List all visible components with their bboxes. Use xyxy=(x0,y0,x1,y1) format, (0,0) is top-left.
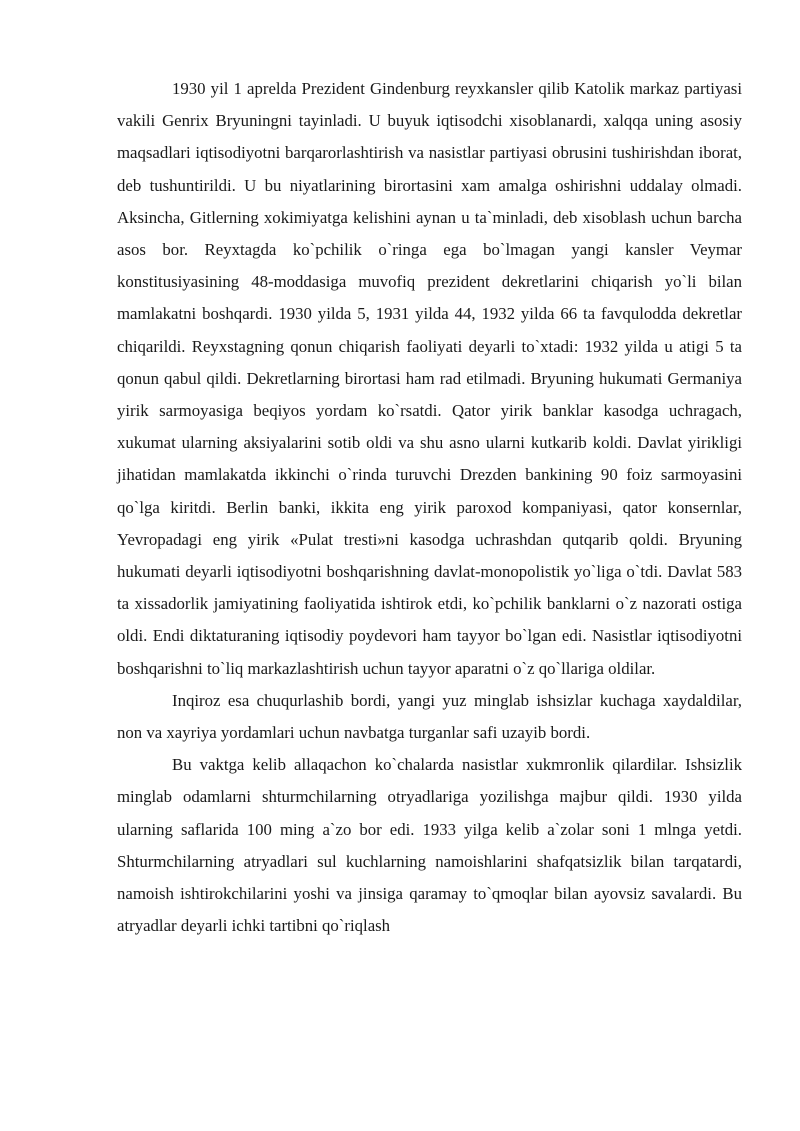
document-page xyxy=(117,73,742,942)
paragraph-inqiroz: Inqiroz esa chuqurlashib bordi, yangi yuz minglab ishsizlar kuchaga xaydaldilar, non va xayriya yordamlari uchun navbatga turganlar safi uzayib bordi. xyxy=(117,690,742,743)
paragraph-shturmchilar: Bu vaktga kelib allaqachon ko`chalarda nasistlar xukmronlik qilardilar. Ishsizlik minglab odamlarni shturmchilarning otryadlariga yozilishga majbur qildi. 1930 yilda ularning saflarida 100 ming a`zo bor edi. 1933 yilga kelib a`zolar soni 1 mlnga yetdi. Shturmchilarning atryadlari sul kuchlarning namoishlarini shafqatsizlik bilan tarqatardi, namoish ishtirokchilarini yoshi va jinsiga qaramay to`qmoqlar bilan ayovsiz savalardi. Bu atryadlar deyarli ichki tartibni qo`riqlash xyxy=(117,755,742,936)
paragraph-gindenburg-bryuning: 1930 yil 1 aprelda Prezident Gindenburg reyxkansler qilib Katolik markaz partiyasi vakili Genrix Bryuningni tayinladi. U buyuk iqtisodchi xisoblanardi, xalqqa uning asosiy maqsadlari iqtisodiyotni barqarorlashtirish va nasistlar partiyasi obrusini tushirishdan iborat, deb tushuntirildi. U bu niyatlarining birortasini xam amalga oshirishni uddalay olmadi. Aksincha, Gitlerning xokimiyatga kelishini aynan u ta`minladi, deb xisoblash uchun barcha asos bor. Reyxtagda ko`pchilik o`ringa ega bo`lmagan yangi kansler Veymar konstitusiyasining 48-moddasiga muvofiq prezident dekretlarini chiqarish yo`li bilan mamlakatni boshqardi. 1930 yilda 5, 1931 yilda 44, 1932 yilda 66 ta favqulodda dekretlar chiqarildi. Reyxstagning qonun chiqarish faoliyati deyarli to`xtadi: 1932 yilda u atigi 5 ta qonun qabul qildi. Dekretlarning birortasi ham rad etilmadi. Bryuning hukumati Germaniya yirik sarmoyasiga beqiyos yordam ko`rsatdi. Qator yirik banklar kasodga uchragach, xukumat ularning aksiyalarini sotib oldi va shu asno ularni kutkarib koldi. Davlat yirikligi jihatidan mamlakatda ikkinchi o`rinda turuvchi Drezden bankining 90 foiz sarmoyasini qo`lga kiritdi. Berlin banki, ikkita eng yirik paroxod kompaniyasi, qator konsernlar, Yevropadagi eng yirik «Pulat tresti»ni kasodga uchrashdan qutqarib qoldi. Bryuning hukumati deyarli iqtisodiyotni boshqarishning davlat-monopolistik yo`liga o`tdi. Davlat 583 ta xissadorlik jamiyatining faoliyatida ishtirok etdi, ko`pchilik banklarni o`z nazorati ostiga oldi. Endi diktaturaning iqtisodiy poydevori ham tayyor bo`lgan edi. Nasistlar iqtisodiyotni boshqarishni to`liq markazlashtirish uchun tayyor aparatni o`z qo`llariga oldilar. xyxy=(117,79,742,678)
